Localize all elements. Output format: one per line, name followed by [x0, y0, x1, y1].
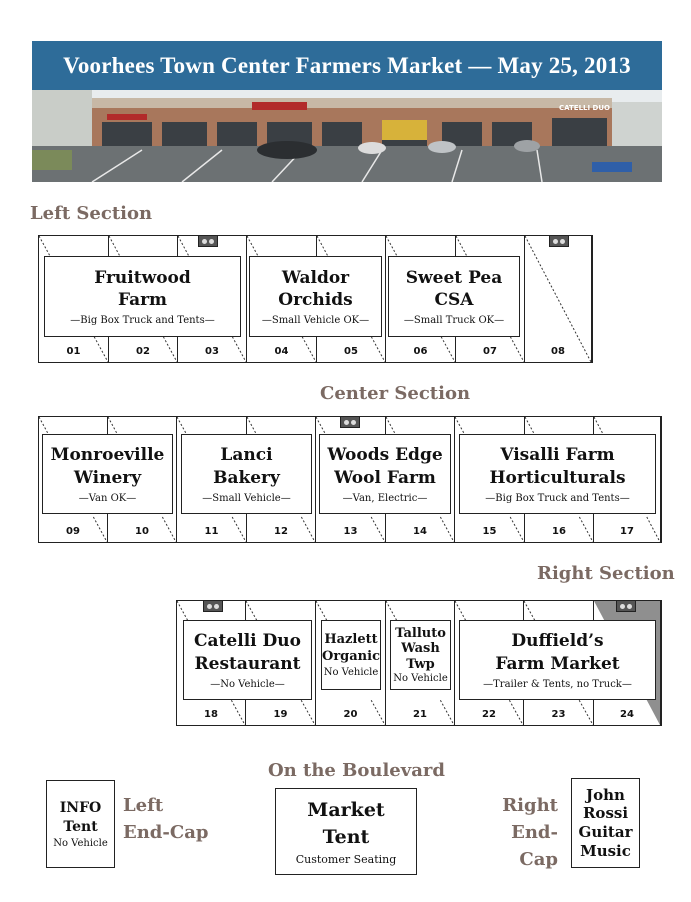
vendor-note: —Big Box Truck and Tents— — [70, 315, 215, 327]
vendor-note: —Small Vehicle OK— — [261, 315, 370, 327]
booth-number: 20 — [343, 709, 358, 720]
booth-number: 11 — [204, 526, 219, 537]
vendor-name: Organic — [322, 648, 380, 664]
vendor-name: Farm Market — [495, 653, 620, 674]
booth-number: 01 — [66, 346, 81, 357]
vendor-note: —Van, Electric— — [342, 492, 428, 504]
booth-number: 14 — [413, 526, 427, 537]
info-tent-label: Tent — [63, 818, 98, 835]
storefront-sign: CATELLI DUO — [559, 104, 610, 112]
vendor-talluto-wash-twp[interactable] — [390, 620, 451, 690]
booth-number: 12 — [274, 526, 288, 537]
market-tent-label: Tent — [322, 826, 370, 848]
vendor-name: Fruitwood — [94, 267, 191, 288]
electric-outlet-icon — [340, 416, 360, 428]
market-tent-note: Customer Seating — [295, 852, 397, 866]
booth-number: 02 — [136, 346, 150, 357]
vendor-name: Monroeville — [50, 445, 165, 466]
vendor-name: Wool Farm — [334, 467, 436, 488]
vendor-fruitwood-farm[interactable] — [44, 256, 241, 337]
booth-number: 18 — [204, 709, 218, 720]
vendor-john-rossi-guitar-music[interactable] — [571, 778, 640, 868]
vendor-name: Restaurant — [194, 653, 301, 674]
boulevard-section-title: On the Boulevard — [268, 760, 445, 781]
vendor-waldor-orchids[interactable] — [249, 256, 382, 337]
vendor-name: Winery — [73, 467, 142, 488]
vendor-note: —Big Box Truck and Tents— — [485, 492, 630, 504]
booth-number: 16 — [552, 526, 566, 537]
vendor-name: Sweet Pea — [405, 267, 503, 288]
booth-number: 04 — [274, 346, 289, 357]
booth-number: 19 — [273, 709, 288, 720]
vendor-name: Farm — [117, 290, 168, 310]
vendor-name: Wash — [401, 641, 440, 657]
vendor-name: Talluto — [395, 625, 446, 641]
vendor-name: Lanci — [220, 445, 273, 466]
vendor-note: —No Vehicle— — [210, 678, 285, 690]
vendor-hazlett-organic[interactable] — [321, 620, 381, 690]
booth-number: 23 — [551, 709, 566, 720]
booth-number: 03 — [205, 346, 219, 357]
vendor-note: —Van OK— — [78, 492, 137, 504]
vendor-note: —Small Truck OK— — [403, 315, 505, 327]
vendor-name: Catelli Duo — [194, 631, 301, 652]
vendor-name: Horticulturals — [489, 467, 626, 488]
left-endcap-line: End-Cap — [123, 822, 209, 843]
center-section-row — [38, 416, 662, 543]
booth-number: 08 — [551, 346, 565, 357]
vendor-name: Visalli Farm — [500, 445, 615, 466]
vendor-name: Twp — [406, 656, 435, 672]
vendor-visalli-farm[interactable] — [459, 434, 656, 514]
left-endcap-line: Left — [123, 795, 164, 816]
booth-08[interactable] — [525, 236, 592, 362]
right-endcap-label — [484, 792, 558, 873]
vendor-duffields-farm-market[interactable] — [459, 620, 656, 700]
page-title: Voorhees Town Center Farmers Market — May 25, 2013 — [32, 41, 662, 90]
vendor-woods-edge-wool-farm[interactable] — [319, 434, 451, 514]
vendor-name: Woods Edge — [327, 445, 443, 466]
market-tent-label: Market — [307, 799, 385, 822]
vendor-name: Rossi — [582, 804, 629, 823]
vendor-name: Guitar — [578, 823, 633, 841]
booth-number: 21 — [413, 709, 427, 720]
vendor-name: Bakery — [213, 467, 280, 488]
info-tent-label: INFO — [59, 800, 102, 817]
vendor-name: Music — [580, 841, 631, 860]
booth-number: 22 — [482, 709, 496, 720]
booth-number: 13 — [343, 526, 358, 537]
vendor-name: Duffield’s — [511, 631, 604, 652]
vendor-monroeville-winery[interactable] — [42, 434, 173, 514]
booth-number: 05 — [344, 346, 358, 357]
vendor-name: CSA — [434, 290, 474, 310]
vendor-sweet-pea-csa[interactable] — [388, 256, 520, 337]
booth-number: 09 — [66, 526, 80, 537]
electric-outlet-icon — [616, 601, 636, 612]
market-tent[interactable] — [275, 788, 417, 875]
left-section-row — [38, 235, 593, 363]
left-endcap-label — [123, 792, 208, 846]
info-tent[interactable] — [46, 780, 115, 868]
electric-outlet-icon — [203, 600, 223, 612]
right-endcap-line: Right — [502, 795, 558, 816]
vendor-name: Orchids — [278, 290, 353, 310]
info-tent-note: No Vehicle — [53, 837, 108, 849]
vendor-note: No Vehicle — [393, 673, 448, 685]
booth-number: 24 — [620, 709, 634, 720]
booth-number: 07 — [483, 346, 497, 357]
vendor-catelli-duo[interactable] — [183, 620, 312, 700]
vendor-note: —Small Vehicle— — [202, 492, 291, 504]
right-section-row — [176, 600, 662, 726]
booth-number: 17 — [620, 526, 634, 537]
vendor-note: —Trailer & Tents, no Truck— — [483, 678, 632, 690]
left-section-title: Left Section — [30, 203, 153, 224]
electric-outlet-icon — [549, 235, 569, 247]
vendor-name: Hazlett — [324, 631, 378, 647]
vendor-name: Waldor — [281, 267, 350, 288]
vendor-note: No Vehicle — [323, 667, 379, 679]
vendor-lanci-bakery[interactable] — [181, 434, 312, 514]
booth-number: 15 — [482, 526, 497, 537]
center-section-title: Center Section — [320, 383, 471, 404]
storefront-photo — [32, 90, 662, 182]
booth-number: 06 — [413, 346, 428, 357]
booth-number: 10 — [135, 526, 149, 537]
vendor-name: John — [586, 785, 625, 804]
electric-outlet-icon — [198, 235, 218, 247]
right-section-title: Right Section — [537, 563, 675, 584]
right-endcap-line: End-Cap — [511, 822, 558, 870]
